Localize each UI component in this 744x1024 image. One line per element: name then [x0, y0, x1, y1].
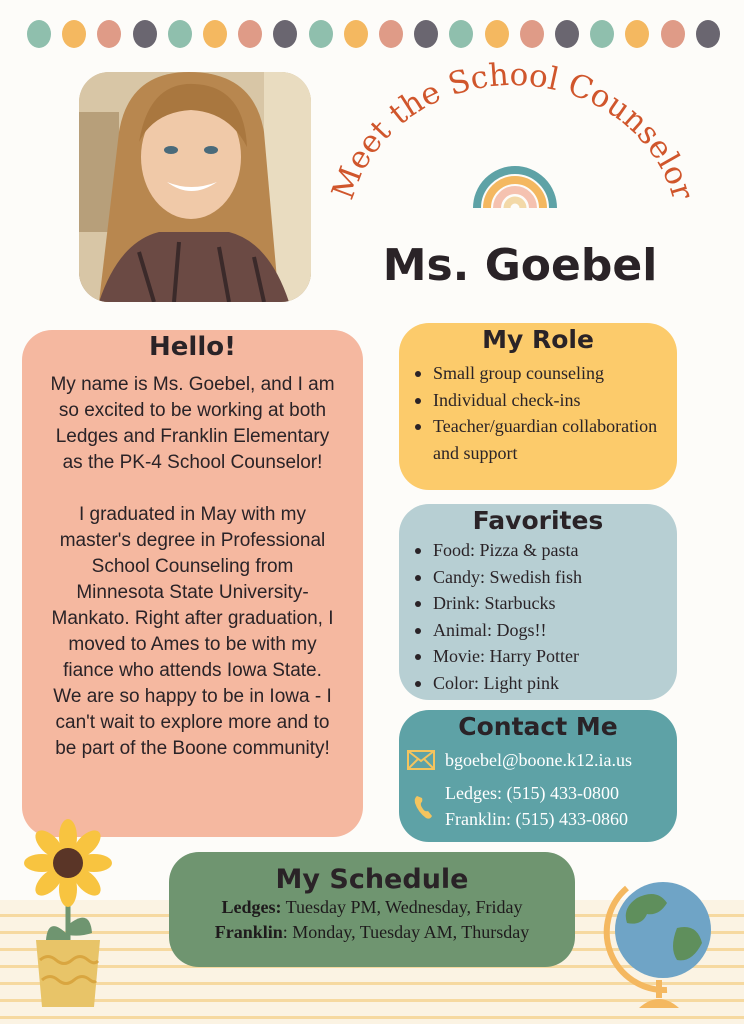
list-item: Drink: Starbucks: [413, 590, 677, 617]
schedule-franklin-label: Franklin: [214, 922, 283, 942]
decorative-dot: [168, 20, 192, 48]
decorative-dot: [344, 20, 368, 48]
contact-email[interactable]: bgoebel@boone.k12.ia.us: [445, 750, 633, 770]
role-list: [399, 360, 677, 466]
decorative-dot: [449, 20, 473, 48]
decorative-dot: [625, 20, 649, 48]
decorative-dot: [555, 20, 579, 48]
decorative-dot: [238, 20, 262, 48]
favorites-heading: Favorites: [472, 506, 604, 535]
mail-icon: [407, 750, 435, 770]
schedule-ledges-days: Tuesday PM, Wednesday, Friday: [281, 897, 523, 917]
decorative-dot: [309, 20, 333, 48]
favorites-list: [399, 537, 677, 696]
schedule-ledges-label: Ledges:: [221, 897, 282, 917]
list-item: Individual check-ins: [413, 387, 677, 414]
list-item: Teacher/guardian collaboration and support: [413, 413, 677, 466]
list-item: Small group counseling: [413, 360, 677, 387]
hello-heading: Hello!: [149, 332, 236, 362]
schedule-heading: My Schedule: [275, 864, 469, 895]
contact-phones: [445, 780, 628, 832]
decorative-dot: [27, 20, 51, 48]
decorative-dot: [414, 20, 438, 48]
schedule-franklin-days: : Monday, Tuesday AM, Thursday: [282, 922, 530, 942]
decorative-dot: [379, 20, 403, 48]
hello-card: [22, 330, 363, 837]
hello-paragraph-background: I graduated in May with my master's degree in Professional School Counseling from Minnesota State University-Mankato. Right after graduation, I moved to Ames to be with my fiance who attends Iowa State. We are so happy to be in Iowa - I can't wait to explore more and to be part of the Boone community!: [51, 504, 334, 759]
list-item: Food: Pizza & pasta: [413, 537, 677, 564]
contact-heading: Contact Me: [458, 712, 618, 741]
rainbow-icon: [472, 158, 558, 210]
decorative-dot: [485, 20, 509, 48]
decorative-dot-row: [27, 20, 717, 48]
decorative-dot: [590, 20, 614, 48]
globe-icon: [597, 868, 719, 1014]
list-item: Animal: Dogs!!: [413, 617, 677, 644]
my-schedule-card: [169, 852, 575, 967]
favorites-card: [399, 504, 677, 700]
decorative-dot: [273, 20, 297, 48]
decorative-dot: [520, 20, 544, 48]
sunflower-pot-icon: [18, 815, 118, 1010]
phone-icon: [413, 794, 433, 820]
list-item: Movie: Harry Potter: [413, 643, 677, 670]
hello-paragraph-intro: My name is Ms. Goebel, and I am so excited to be working at both Ledges and Franklin Elementary as the PK-4 School Counselor!: [50, 374, 335, 473]
decorative-dot: [696, 20, 720, 48]
title-arc-text: Meet the School Counselor: [325, 56, 701, 205]
decorative-dot: [133, 20, 157, 48]
schedule-ledges: [169, 895, 575, 920]
decorative-dot: [62, 20, 86, 48]
decorative-dot: [97, 20, 121, 48]
counselor-photo: [79, 72, 311, 302]
list-item: Color: Light pink: [413, 670, 677, 697]
decorative-dot: [661, 20, 685, 48]
decorative-dot: [203, 20, 227, 48]
my-role-card: [399, 323, 677, 490]
role-heading: My Role: [482, 325, 594, 354]
contact-card: [399, 710, 677, 842]
schedule-franklin: [169, 920, 575, 945]
phone-ledges[interactable]: Ledges: (515) 433-0800: [445, 783, 619, 803]
meet-the-school-counselor-title: [320, 55, 710, 255]
portrait-image: [79, 72, 311, 302]
phone-franklin[interactable]: Franklin: (515) 433-0860: [445, 809, 628, 829]
list-item: Candy: Swedish fish: [413, 564, 677, 591]
counselor-name: Ms. Goebel: [382, 240, 658, 291]
